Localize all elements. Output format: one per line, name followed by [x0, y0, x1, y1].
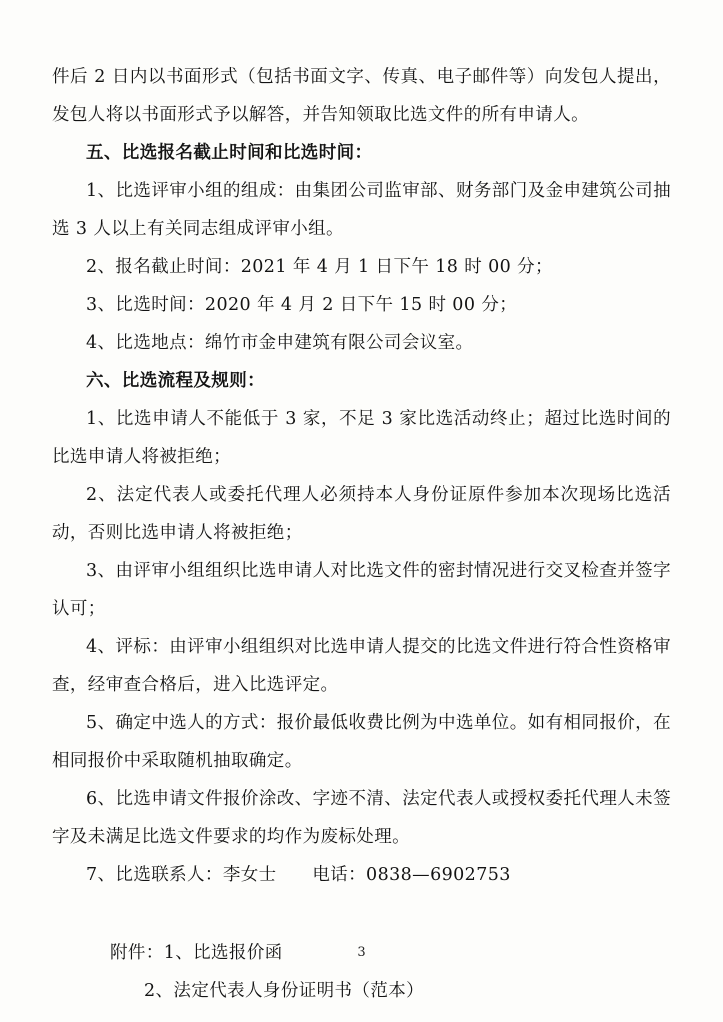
heading-section-six: 六、比选流程及规则： — [86, 371, 265, 391]
paragraph-6-1: 1、比选申请人不能低于 3 家，不足 3 家比选活动终止；超过比选时间的比选申请人将被拒绝； — [52, 409, 671, 467]
paragraph-5-3: 3、比选时间：2020 年 4 月 2 日下午 15 时 00 分； — [86, 295, 518, 315]
heading-section-five: 五、比选报名截止时间和比选时间： — [86, 143, 373, 163]
page-number: 3 — [357, 945, 366, 960]
paragraph-5-2: 2、报名截止时间：2021 年 4 月 1 日下午 18 时 00 分； — [86, 257, 553, 277]
paragraph-6-3: 3、由评审小组组织比选申请人对比选文件的密封情况进行交叉检查并签字认可； — [52, 561, 671, 619]
paragraph-6-7: 7、比选联系人：李女士 电话：0838—6902753 — [86, 865, 511, 885]
paragraph-5-1: 1、比选评审小组的组成：由集团公司监审部、财务部门及金申建筑公司抽选 3 人以上有关同志组成评审小组。 — [52, 181, 671, 239]
attachment-item-2: 2、法定代表人身份证明书（范本） — [144, 981, 425, 1001]
paragraph-5-4: 4、比选地点：绵竹市金申建筑有限公司会议室。 — [86, 333, 474, 353]
paragraph-6-5: 5、确定中选人的方式：报价最低收费比例为中选单位。如有相同报价，在相同报价中采取随机抽取确定。 — [52, 713, 671, 771]
paragraph-6-2: 2、法定代表人或委托代理人必须持本人身份证原件参加本次现场比选活动，否则比选申请人将被拒绝； — [52, 485, 671, 543]
attachment-item-1: 附件：1、比选报价函 — [110, 943, 283, 963]
paragraph-continued: 件后 2 日内以书面形式（包括书面文字、传真、电子邮件等）向发包人提出，发包人将以书面形式予以解答，并告知领取比选文件的所有申请人。 — [52, 67, 671, 125]
paragraph-6-4: 4、评标：由评审小组组织对比选申请人提交的比选文件进行符合性资格审查，经审查合格后，进入比选评定。 — [52, 637, 671, 695]
document-body — [52, 58, 671, 1010]
paragraph-6-6: 6、比选申请文件报价涂改、字迹不清、法定代表人或授权委托代理人未签字及未满足比选文件要求的均作为废标处理。 — [52, 789, 671, 847]
